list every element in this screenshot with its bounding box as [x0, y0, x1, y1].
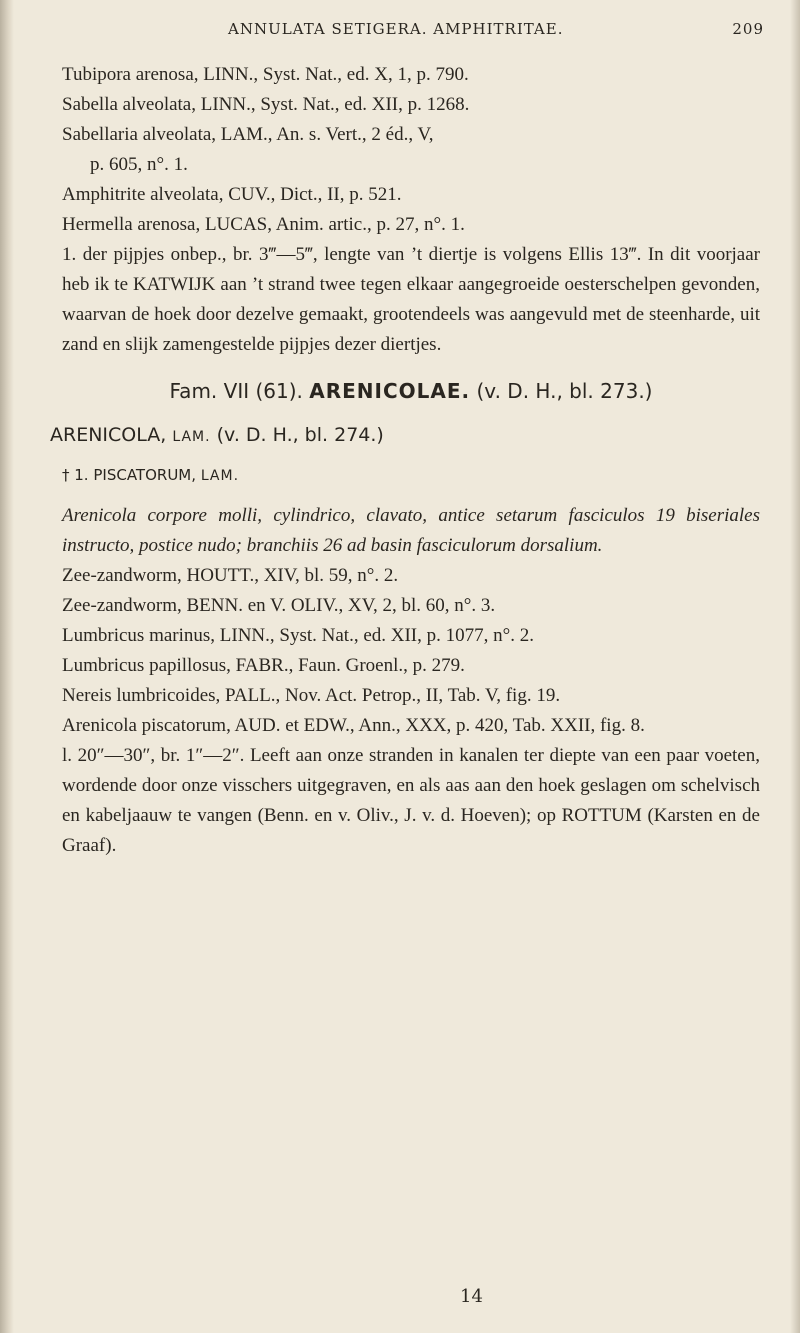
synonym-list-top — [62, 60, 760, 240]
genus-ref: (v. D. H., bl. 274.) — [216, 424, 384, 446]
synonym-line: Arenicola piscatorum, AUD. et EDW., Ann., XXX, p. 420, Tab. XXII, fig. 8. — [62, 715, 645, 736]
species-marker: † 1. — [62, 466, 89, 484]
running-head-title: ANNULATA SETIGERA. AMPHITRITAE. — [228, 20, 564, 38]
species-name: PISCATORUM, — [93, 466, 197, 484]
page-edge-left — [0, 0, 14, 1333]
synonym-line: Hermella arenosa, LUCAS, Anim. artic., p. 27, n°. 1. — [62, 214, 465, 235]
synonym-line: Tubipora arenosa, LINN., Syst. Nat., ed. X, 1, p. 790. — [62, 64, 469, 85]
synonym-list-bottom — [62, 561, 760, 741]
synonym-line: Zee-zandworm, HOUTT., XIV, bl. 59, n°. 2. — [62, 565, 399, 586]
family-name: ARENICOLAE. — [309, 379, 471, 403]
synonym-line: Amphitrite alveolata, CUV., Dict., II, p. 521. — [62, 184, 402, 205]
family-prefix: Fam. VII (61). — [169, 379, 303, 403]
family-ref: (v. D. H., bl. 273.) — [476, 379, 653, 403]
species-author: LAM. — [200, 468, 240, 484]
paragraph-description-2: l. 20″—30″, br. 1″—2″. Leeft aan onze stranden in kanalen ter diepte van een paar voeten, wordende door onze visschers uitgegraven, en als aas aan den hoek geslagen om schelvisch en kabeljaauw te vangen (Benn. en v. Oliv., J. v. d. Hoeven); op ROTTUM (Karsten en de Graaf). — [62, 745, 760, 856]
family-heading — [62, 376, 760, 406]
synonym-line: Zee-zandworm, BENN. en V. OLIV., XV, 2, bl. 60, n°. 3. — [62, 595, 496, 616]
page-body — [50, 60, 760, 861]
running-head — [228, 20, 764, 38]
genus-name: ARENICOLA, — [50, 424, 167, 446]
species-heading — [62, 460, 760, 491]
genus-heading — [50, 420, 760, 452]
paragraph-description-1: 1. der pijpjes onbep., br. 3‴—5‴, lengte van ’t diertje is volgens Ellis 13‴. In dit voorjaar heb ik te KATWIJK aan ’t strand twee tegen elkaar aangegroeide oesterschelpen gevonden, waarvan de hoek door dezelve gemaakt, grootendeels was aangevuld met de steenharde, uit zand en slijk zamengestelde pijpjes dezer diertjes. — [62, 244, 760, 355]
synonym-line: Nereis lumbricoides, PALL., Nov. Act. Petrop., II, Tab. V, fig. 19. — [62, 685, 561, 706]
page-edge-right — [790, 0, 800, 1333]
synonym-line: Sabella alveolata, LINN., Syst. Nat., ed. XII, p. 1268. — [62, 94, 470, 115]
synonym-line: Lumbricus papillosus, FABR., Faun. Groenl., p. 279. — [62, 655, 465, 676]
diagnosis: Arenicola corpore molli, cylindrico, clavato, antice setarum fasciculos 19 biseriales instructo, postice nudo; branchiis 26 ad basin fasciculorum dorsalium. — [62, 505, 760, 556]
synonym-line: Lumbricus marinus, LINN., Syst. Nat., ed. XII, p. 1077, n°. 2. — [62, 625, 534, 646]
synonym-line: Sabellaria alveolata, LAM., An. s. Vert., 2 éd., V, — [62, 124, 434, 145]
signature-mark: 14 — [460, 1286, 483, 1307]
page-number: 209 — [732, 20, 764, 38]
genus-author: LAM. — [172, 429, 211, 445]
synonym-line: p. 605, n°. 1. — [90, 154, 188, 175]
